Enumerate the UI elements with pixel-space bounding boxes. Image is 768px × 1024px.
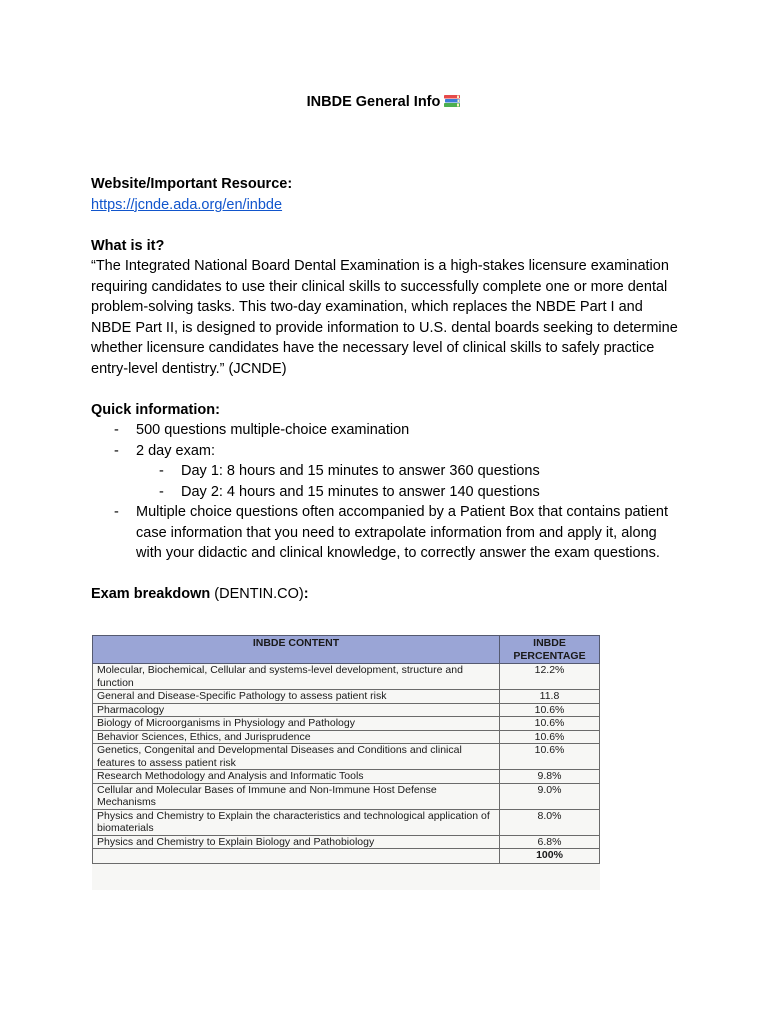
page-title-text: INBDE General Info (306, 94, 441, 110)
percentage-cell: 10.6% (500, 744, 600, 770)
list-item-text: Multiple choice questions often accompanied by a Patient Box that contains patient case information that you need to extrapolate information from and apply it, along with your didactic and clinical knowledge, to correctly answer the exam questions. (136, 504, 668, 561)
table-row (93, 690, 600, 704)
exam-breakdown-heading-text: Exam breakdown (91, 586, 211, 602)
list-item-text: Day 1: 8 hours and 15 minutes to answer 360 questions (181, 463, 540, 479)
header-inbde-content: INBDE CONTENT (93, 636, 500, 664)
percentage-cell: 12.2% (500, 664, 600, 690)
table-row (93, 809, 600, 835)
percentage-cell: 10.6% (500, 717, 600, 731)
total-percentage-cell: 100% (500, 849, 600, 864)
what-is-it-paragraph: “The Integrated National Board Dental Examination is a high-stakes licensure examination requiring candidates to use their clinical skills to successfully complete one or more dental problem-solving tasks. This two-day examination, which replaces the NBDE Part I and NBDE Part II, is designed to provide information to U.S. dental boards seeking to determine whether licensure candidates have the necessary level of clinical skills to safely practice entry-level dentistry.” (JCNDE) (91, 258, 678, 377)
list-item-text: Day 2: 4 hours and 15 minutes to answer 140 questions (181, 483, 540, 500)
content-cell: Pharmacology (93, 703, 500, 717)
percentage-cell: 10.6% (500, 730, 600, 744)
content-cell: Genetics, Congenital and Developmental Diseases and Conditions and clinical features to assess patient risk (93, 744, 500, 770)
list-item-text: 2 day exam: (136, 442, 215, 459)
percentage-cell: 8.0% (500, 809, 600, 835)
list-item (136, 461, 681, 482)
exam-days-list (136, 461, 681, 502)
content-cell: Physics and Chemistry to Explain the characteristics and technological application of biomaterials (93, 809, 500, 835)
spacer (91, 215, 681, 236)
quick-info-list (91, 420, 681, 564)
table-row (93, 744, 600, 770)
exam-breakdown-colon: : (303, 586, 309, 602)
table-row (93, 730, 600, 744)
table-row (93, 783, 600, 809)
percentage-cell: 6.8% (500, 835, 600, 849)
what-is-it-heading: What is it? (91, 237, 165, 254)
jcnde-link[interactable]: https://jcnde.ada.org/en/inbde (91, 196, 283, 213)
table-row (93, 770, 600, 784)
books-icon (443, 94, 461, 108)
percentage-cell: 10.6% (500, 703, 600, 717)
list-item (91, 420, 681, 441)
table-row (93, 835, 600, 849)
percentage-cell: 9.0% (500, 783, 600, 809)
content-cell: Cellular and Molecular Bases of Immune and Non-Immune Host Defense Mechanisms (93, 783, 500, 809)
content-cell: Physics and Chemistry to Explain Biology and Pathobiology (93, 835, 500, 849)
percentage-cell: 9.8% (500, 770, 600, 784)
spacer (91, 564, 681, 585)
total-label-cell (93, 849, 500, 864)
table-header-row (93, 636, 600, 664)
list-item (91, 502, 681, 564)
list-item-text: 500 questions multiple-choice examination (136, 422, 410, 438)
page-title (0, 92, 768, 112)
table-row (93, 664, 600, 690)
exam-breakdown-source: (DENTIN.CO) (214, 586, 304, 602)
content-cell: Molecular, Biochemical, Cellular and systems-level development, structure and function (93, 664, 500, 690)
list-item (136, 482, 681, 503)
quick-info-heading: Quick information: (91, 401, 220, 418)
content-cell: General and Disease-Specific Pathology to assess patient risk (93, 690, 500, 704)
table-total-row (93, 849, 600, 864)
website-heading: Website/Important Resource: (91, 176, 293, 192)
spacer (91, 379, 681, 400)
exam-breakdown-table-image (92, 635, 600, 890)
exam-breakdown-heading (91, 584, 681, 605)
table-row (93, 717, 600, 731)
content-cell: Behavior Sciences, Ethics, and Jurisprudence (93, 730, 500, 744)
table-row (93, 703, 600, 717)
list-item (91, 441, 681, 503)
header-inbde-percentage: INBDE PERCENTAGE (500, 636, 600, 664)
document-body (91, 174, 681, 605)
exam-breakdown-table (92, 635, 600, 864)
percentage-cell: 11.8 (500, 690, 600, 704)
content-cell: Research Methodology and Analysis and Informatic Tools (93, 770, 500, 784)
content-cell: Biology of Microorganisms in Physiology and Pathology (93, 717, 500, 731)
